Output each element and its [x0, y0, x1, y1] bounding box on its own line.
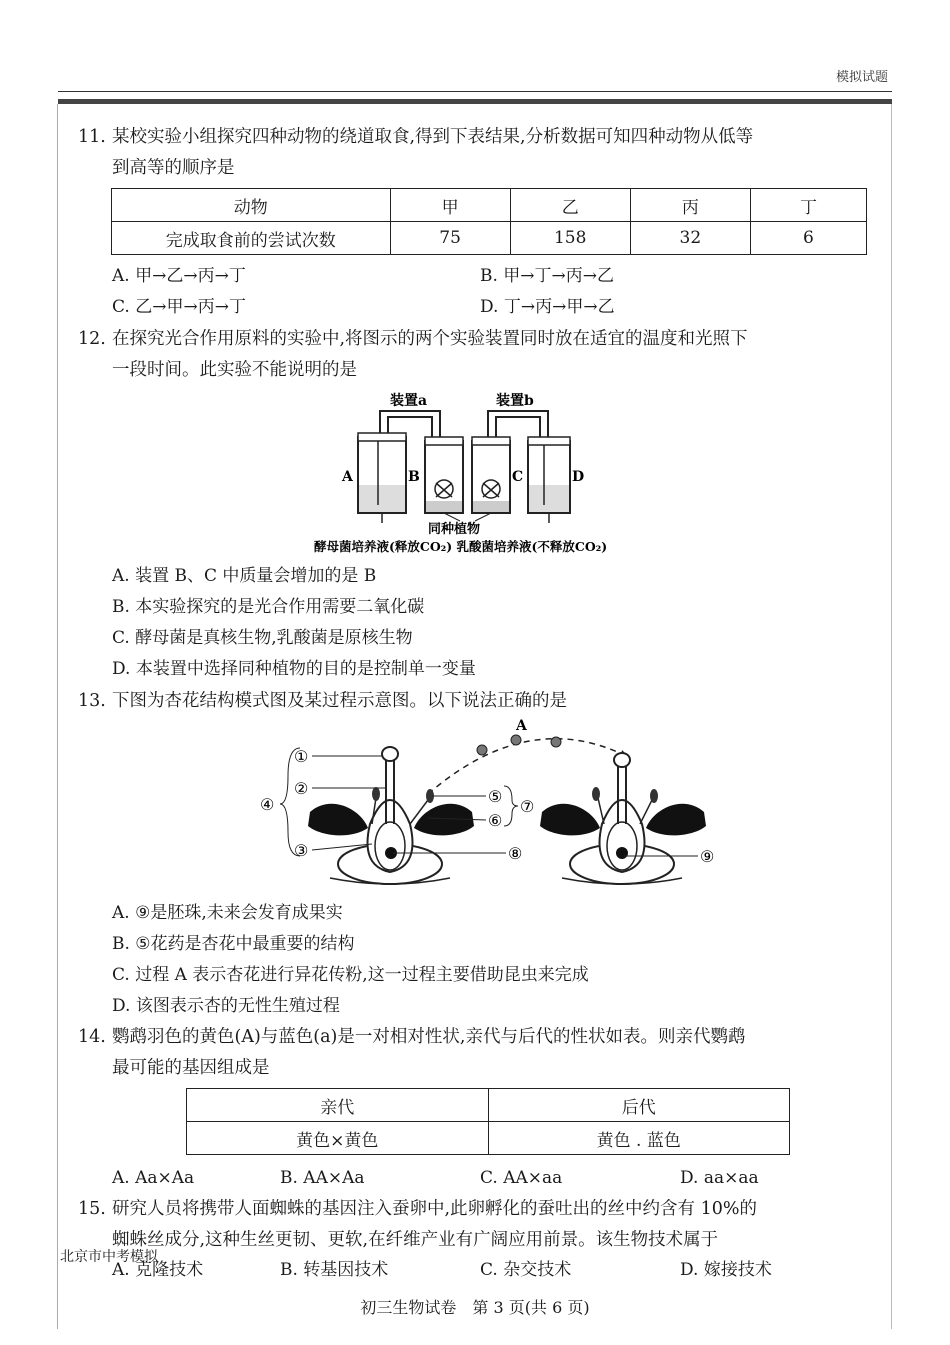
table-cell: 黄色×黄色	[187, 1122, 489, 1155]
question-14	[78, 1022, 868, 1084]
question-11	[78, 122, 868, 184]
table-header-cell: 乙	[510, 189, 630, 222]
table-header-cell: 动物	[112, 189, 391, 222]
option-c[interactable]: C. 杂交技术	[480, 1260, 572, 1280]
option-d[interactable]: D. 嫁接技术	[680, 1260, 772, 1280]
question-text: 研究人员将携带人面蜘蛛的基因注入蚕卵中,此卵孵化的蚕吐出的丝中约含有 10%的	[112, 1199, 758, 1219]
table-header-cell: 丙	[630, 189, 750, 222]
flower-left	[308, 747, 474, 884]
option-d[interactable]: D. 该图表示杏的无性生殖过程	[112, 996, 340, 1016]
question-text: 下图为杏花结构模式图及某过程示意图。以下说法正确的是	[112, 691, 567, 711]
question-15	[78, 1194, 868, 1256]
label-4: ④	[260, 795, 275, 814]
table-header-cell: 亲代	[187, 1089, 489, 1122]
question-text-cont: 到高等的顺序是	[112, 158, 235, 178]
option-a[interactable]: A. 克隆技术	[112, 1260, 204, 1280]
option-b[interactable]: B. 本实验探究的是光合作用需要二氧化碳	[112, 597, 425, 617]
bottle-d	[528, 437, 570, 523]
option-b[interactable]: B. 甲→丁→丙→乙	[480, 266, 615, 286]
flower-diagram	[250, 716, 730, 894]
flower-right	[540, 753, 706, 884]
question-text: 在探究光合作用原料的实验中,将图示的两个实验装置同时放在适宜的温度和光照下	[112, 329, 748, 349]
q11-table	[111, 188, 867, 255]
caption: 酵母菌培养液(释放CO₂) 乳酸菌培养液(不释放CO₂)	[314, 539, 608, 554]
label-3: ③	[294, 841, 309, 860]
table-header-cell: 甲	[390, 189, 510, 222]
option-a[interactable]: A. ⑨是胚珠,未来会发育成果实	[112, 903, 343, 923]
option-d[interactable]: D. 本装置中选择同种植物的目的是控制单一变量	[112, 659, 476, 679]
bottle-b	[425, 437, 463, 513]
option-a[interactable]: A. 装置 B、C 中质量会增加的是 B	[112, 566, 377, 586]
label-7: ⑦	[520, 797, 535, 816]
table-header-cell: 丁	[750, 189, 866, 222]
left-margin-rule	[57, 104, 58, 1329]
question-number: 14.	[78, 1027, 106, 1047]
option-a[interactable]: A. Aa×Aa	[112, 1168, 195, 1188]
option-d[interactable]: D. 丁→丙→甲→乙	[480, 297, 615, 317]
table-cell: 6	[750, 222, 866, 255]
question-13	[78, 686, 868, 717]
table-cell: 黄色 . 蓝色	[488, 1122, 790, 1155]
table-cell: 32	[630, 222, 750, 255]
bottle-c	[472, 437, 510, 513]
label-C: C	[512, 469, 524, 485]
option-b[interactable]: B. AA×Aa	[280, 1168, 365, 1188]
pollination-arc	[428, 739, 630, 794]
question-number: 13.	[78, 691, 106, 711]
header-thick-rule	[58, 99, 892, 104]
label-device-a: 装置a	[390, 393, 428, 409]
option-b[interactable]: B. 转基因技术	[280, 1260, 389, 1280]
option-a[interactable]: A. 甲→乙→丙→丁	[112, 266, 246, 286]
question-number: 11.	[78, 127, 106, 147]
question-12	[78, 324, 868, 386]
question-text-cont: 最可能的基因组成是	[112, 1058, 270, 1078]
label-9: ⑨	[700, 847, 715, 866]
table-header-cell: 后代	[488, 1089, 790, 1122]
question-text-cont: 蜘蛛丝成分,这种生丝更韧、更软,在纤维产业有广阔应用前景。该生物技术属于	[112, 1230, 719, 1250]
bottle-a	[358, 433, 406, 523]
table-cell: 158	[510, 222, 630, 255]
label-process-A: A	[516, 718, 527, 734]
table-header-row	[187, 1089, 790, 1122]
q14-table	[186, 1088, 790, 1155]
right-margin-rule	[891, 104, 892, 1329]
label-1: ①	[294, 747, 309, 766]
label-D: D	[572, 469, 585, 485]
page-footer: 初三生物试卷 第 3 页(共 6 页)	[360, 1298, 590, 1317]
header-rule	[58, 91, 892, 92]
label-plant: 同种植物	[428, 522, 481, 537]
table-row	[187, 1122, 790, 1155]
header-tag: 模拟试题	[835, 70, 888, 85]
option-c[interactable]: C. 乙→甲→丙→丁	[112, 297, 246, 317]
question-text-cont: 一段时间。此实验不能说明的是	[112, 360, 357, 380]
option-d[interactable]: D. aa×aa	[680, 1168, 759, 1188]
label-B: B	[408, 469, 420, 485]
label-6: ⑥	[488, 811, 503, 830]
question-text: 某校实验小组探究四种动物的绕道取食,得到下表结果,分析数据可知四种动物从低等	[112, 127, 754, 147]
label-A: A	[342, 469, 353, 485]
question-number: 12.	[78, 329, 106, 349]
label-device-b: 装置b	[496, 393, 534, 409]
option-c[interactable]: C. AA×aa	[480, 1168, 563, 1188]
table-header-row	[112, 189, 867, 222]
table-cell: 完成取食前的尝试次数	[112, 222, 391, 255]
watermark-text: 北京市中考模拟	[60, 1249, 158, 1265]
question-number: 15.	[78, 1199, 106, 1219]
option-b[interactable]: B. ⑤花药是杏花中最重要的结构	[112, 934, 355, 954]
table-row	[112, 222, 867, 255]
question-text: 鹦鹉羽色的黄色(A)与蓝色(a)是一对相对性状,亲代与后代的性状如表。则亲代鹦鹉	[112, 1027, 746, 1047]
table-cell: 75	[390, 222, 510, 255]
label-5: ⑤	[488, 787, 503, 806]
label-8: ⑧	[508, 844, 523, 863]
option-c[interactable]: C. 酵母菌是真核生物,乳酸菌是原核生物	[112, 628, 413, 648]
apparatus-diagram	[300, 385, 680, 557]
option-c[interactable]: C. 过程 A 表示杏花进行异花传粉,这一过程主要借助昆虫来完成	[112, 965, 589, 985]
label-2: ②	[294, 779, 309, 798]
